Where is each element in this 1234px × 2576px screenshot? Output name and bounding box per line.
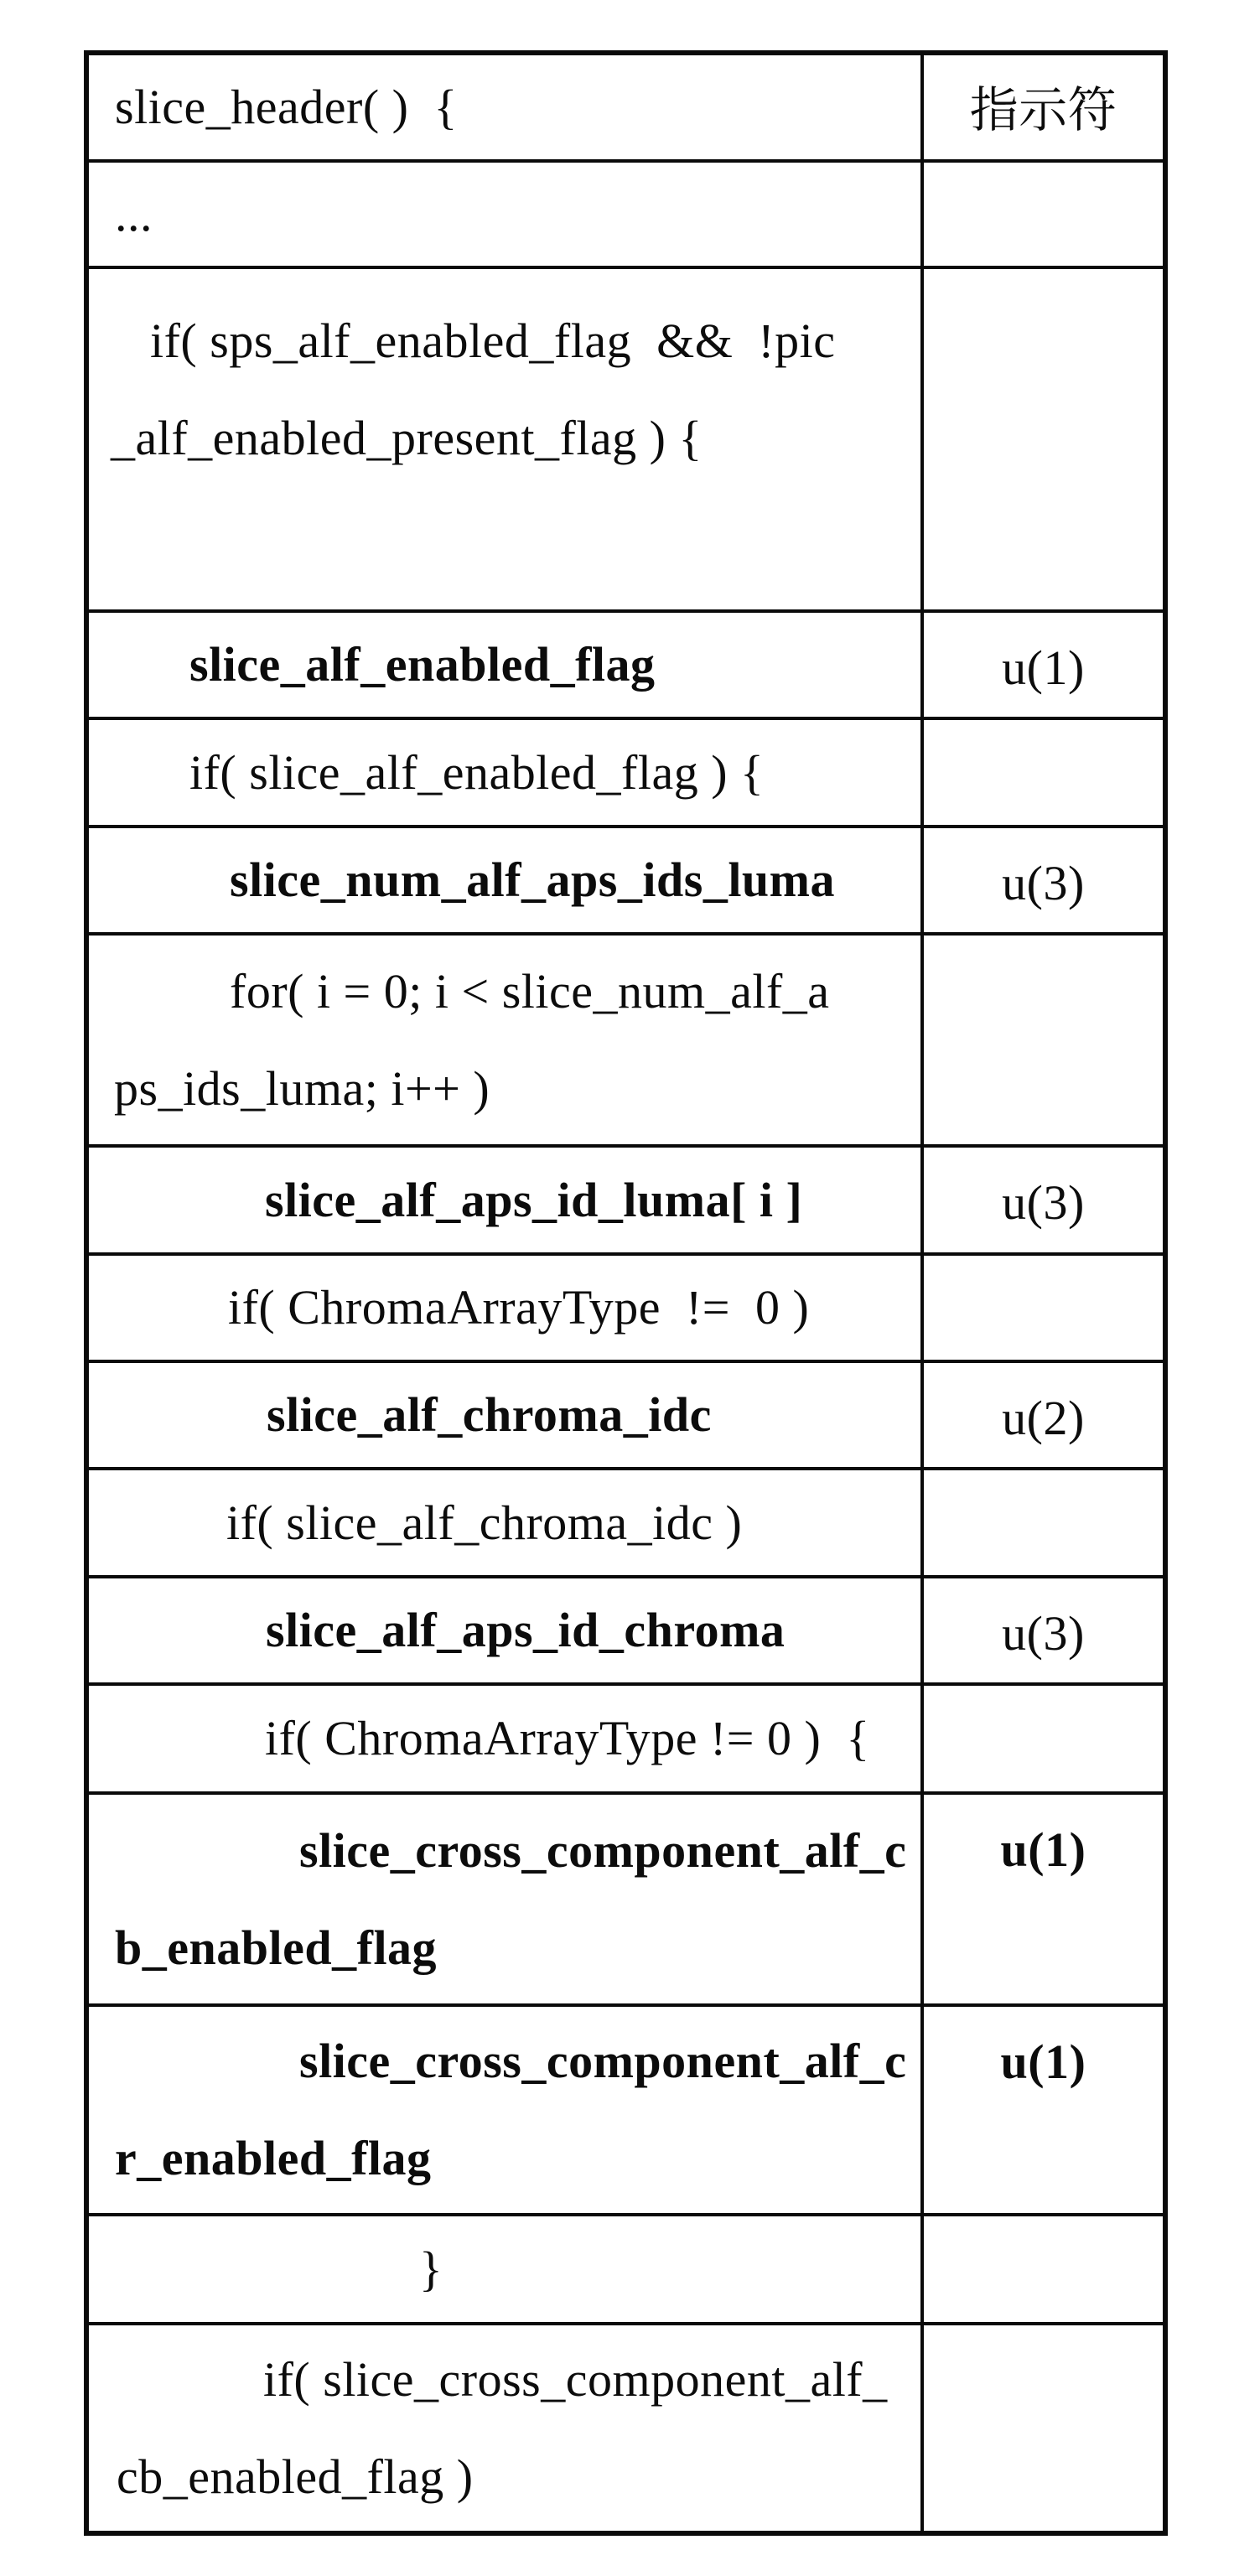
syntax-line: ps_ids_luma; i++ ) — [114, 1060, 490, 1116]
syntax-line: _alf_enabled_present_flag ) { — [111, 411, 703, 465]
syntax-cell — [86, 718, 922, 827]
syntax-cell — [86, 611, 922, 718]
syntax-line: slice_alf_aps_id_chroma — [266, 1603, 786, 1657]
descriptor-cell — [922, 2215, 1165, 2324]
descriptor-value: u(1) — [1000, 2034, 1086, 2089]
syntax-line: slice_alf_aps_id_luma[ i ] — [265, 1172, 803, 1227]
syntax-cell — [86, 1361, 922, 1469]
descriptor-cell — [922, 1577, 1165, 1684]
descriptor-cell — [922, 1793, 1165, 2005]
syntax-line: if( ChromaArrayType != 0 ) { — [265, 1711, 870, 1765]
descriptor-value: u(3) — [1002, 1175, 1085, 1230]
table-row — [86, 1254, 1165, 1361]
table-row — [86, 1577, 1165, 1684]
syntax-line: slice_cross_component_alf_c — [299, 2034, 907, 2088]
descriptor-cell — [922, 161, 1165, 267]
descriptor-cell — [922, 1469, 1165, 1577]
syntax-cell — [86, 267, 922, 611]
table-row — [86, 161, 1165, 267]
descriptor-cell — [922, 718, 1165, 827]
descriptor-value: u(1) — [1000, 1822, 1086, 1877]
syntax-line: slice_alf_chroma_idc — [267, 1387, 712, 1442]
descriptor-value: u(3) — [1002, 1606, 1085, 1661]
syntax-cell — [86, 53, 922, 161]
syntax-line: if( sps_alf_enabled_flag && !pic — [150, 314, 836, 368]
descriptor-cell — [922, 1684, 1165, 1793]
syntax-cell — [86, 161, 922, 267]
descriptor-header-label: 指示符 — [969, 83, 1117, 137]
table-row — [86, 1793, 1165, 2005]
syntax-table — [84, 50, 1168, 2536]
table-row — [86, 718, 1165, 827]
syntax-cell — [86, 1684, 922, 1793]
syntax-line: ... — [115, 186, 153, 241]
table-row — [86, 1361, 1165, 1469]
syntax-cell — [86, 2215, 922, 2324]
table-row — [86, 1469, 1165, 1577]
syntax-line: b_enabled_flag — [115, 1920, 438, 1975]
descriptor-cell — [922, 267, 1165, 611]
descriptor-header-cell — [922, 53, 1165, 161]
descriptor-cell — [922, 611, 1165, 718]
table-row — [86, 2324, 1165, 2533]
syntax-line: } — [419, 2242, 443, 2296]
descriptor-cell — [922, 1146, 1165, 1254]
syntax-cell — [86, 827, 922, 934]
table-row — [86, 827, 1165, 934]
table-row — [86, 1146, 1165, 1254]
syntax-cell — [86, 1469, 922, 1577]
table-row — [86, 934, 1165, 1146]
descriptor-value: u(2) — [1002, 1391, 1085, 1445]
syntax-line: if( ChromaArrayType != 0 ) — [228, 1280, 810, 1335]
table-row — [86, 2005, 1165, 2215]
syntax-cell — [86, 1793, 922, 2005]
syntax-table-body — [86, 53, 1165, 2533]
syntax-cell — [86, 1146, 922, 1254]
descriptor-cell — [922, 2005, 1165, 2215]
descriptor-cell — [922, 1254, 1165, 1361]
table-row — [86, 53, 1165, 161]
syntax-cell — [86, 934, 922, 1146]
descriptor-value: u(1) — [1002, 640, 1085, 695]
syntax-line: cb_enabled_flag ) — [117, 2449, 474, 2504]
table-row — [86, 2215, 1165, 2324]
syntax-line: r_enabled_flag — [115, 2131, 432, 2185]
syntax-line: if( slice_alf_enabled_flag ) { — [189, 744, 765, 800]
descriptor-cell — [922, 1361, 1165, 1469]
syntax-cell — [86, 2005, 922, 2215]
table-row — [86, 1684, 1165, 1793]
syntax-cell — [86, 2324, 922, 2533]
table-row — [86, 611, 1165, 718]
syntax-line: for( i = 0; i < slice_num_alf_a — [230, 963, 830, 1018]
syntax-line: slice_cross_component_alf_c — [299, 1822, 907, 1878]
descriptor-cell — [922, 2324, 1165, 2533]
syntax-line: slice_header( ) { — [115, 80, 458, 134]
descriptor-cell — [922, 934, 1165, 1146]
syntax-line: slice_alf_enabled_flag — [189, 637, 656, 692]
syntax-line: if( slice_cross_component_alf_ — [263, 2351, 888, 2407]
syntax-line: if( slice_alf_chroma_idc ) — [226, 1495, 743, 1550]
descriptor-value: u(3) — [1002, 856, 1085, 910]
syntax-cell — [86, 1577, 922, 1684]
descriptor-cell — [922, 827, 1165, 934]
syntax-line: slice_num_alf_aps_ids_luma — [230, 853, 835, 907]
table-row — [86, 267, 1165, 611]
syntax-cell — [86, 1254, 922, 1361]
